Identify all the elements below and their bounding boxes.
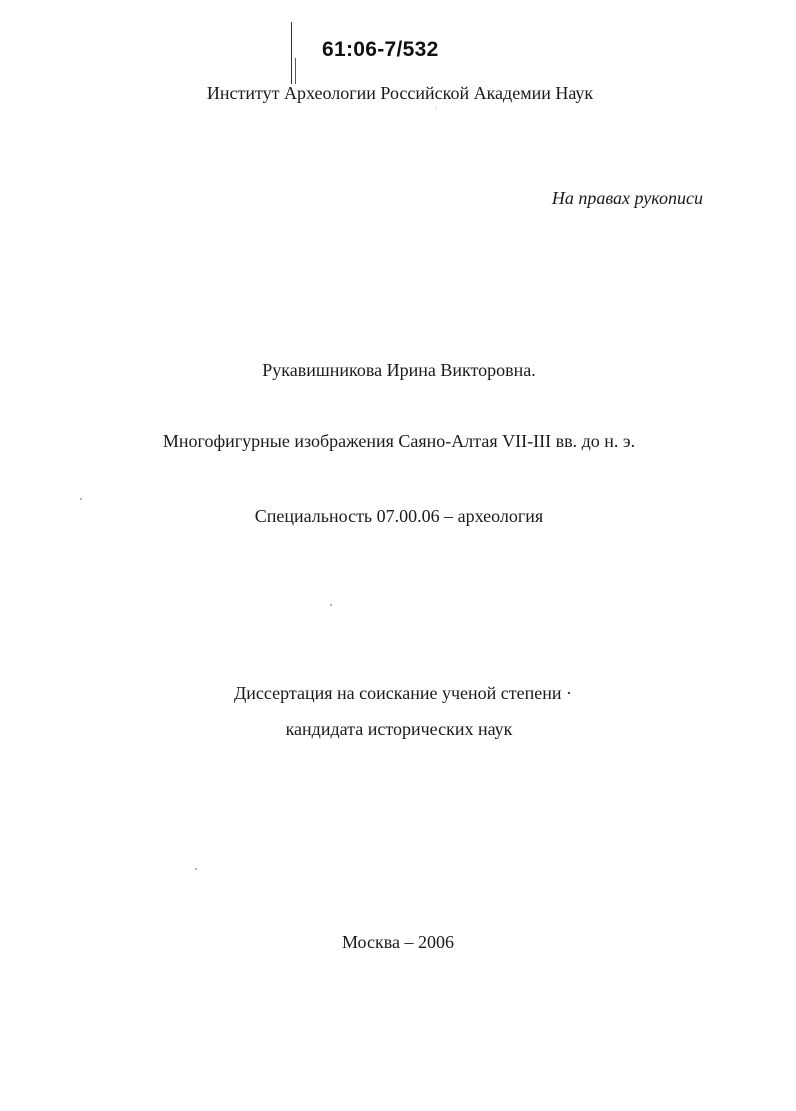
degree-line-2: кандидата исторических наук bbox=[285, 719, 513, 739]
stamp-vertical-rule bbox=[291, 22, 292, 84]
dissertation-title: Многофигурные изображения Саяно-Алтая VII-III вв. до н. э. bbox=[162, 431, 636, 451]
place-and-year: Москва – 2006 bbox=[342, 932, 454, 952]
library-stamp-code: 61:06-7/532 bbox=[322, 38, 439, 61]
scan-speck bbox=[80, 498, 82, 500]
scan-speck bbox=[330, 604, 332, 606]
specialty-line: Специальность 07.00.06 – археология bbox=[254, 506, 544, 526]
stamp-vertical-rule-secondary bbox=[295, 58, 296, 84]
author-name: Рукавишникова Ирина Викторовна. bbox=[262, 360, 536, 380]
institute-name: Институт Археологии Российской Академии Наук bbox=[206, 83, 594, 103]
scan-speck bbox=[435, 108, 436, 109]
scan-speck bbox=[195, 868, 197, 870]
rights-note: На правах рукописи bbox=[551, 188, 703, 208]
degree-line-1: Диссертация на соискание ученой степени · bbox=[234, 683, 572, 703]
